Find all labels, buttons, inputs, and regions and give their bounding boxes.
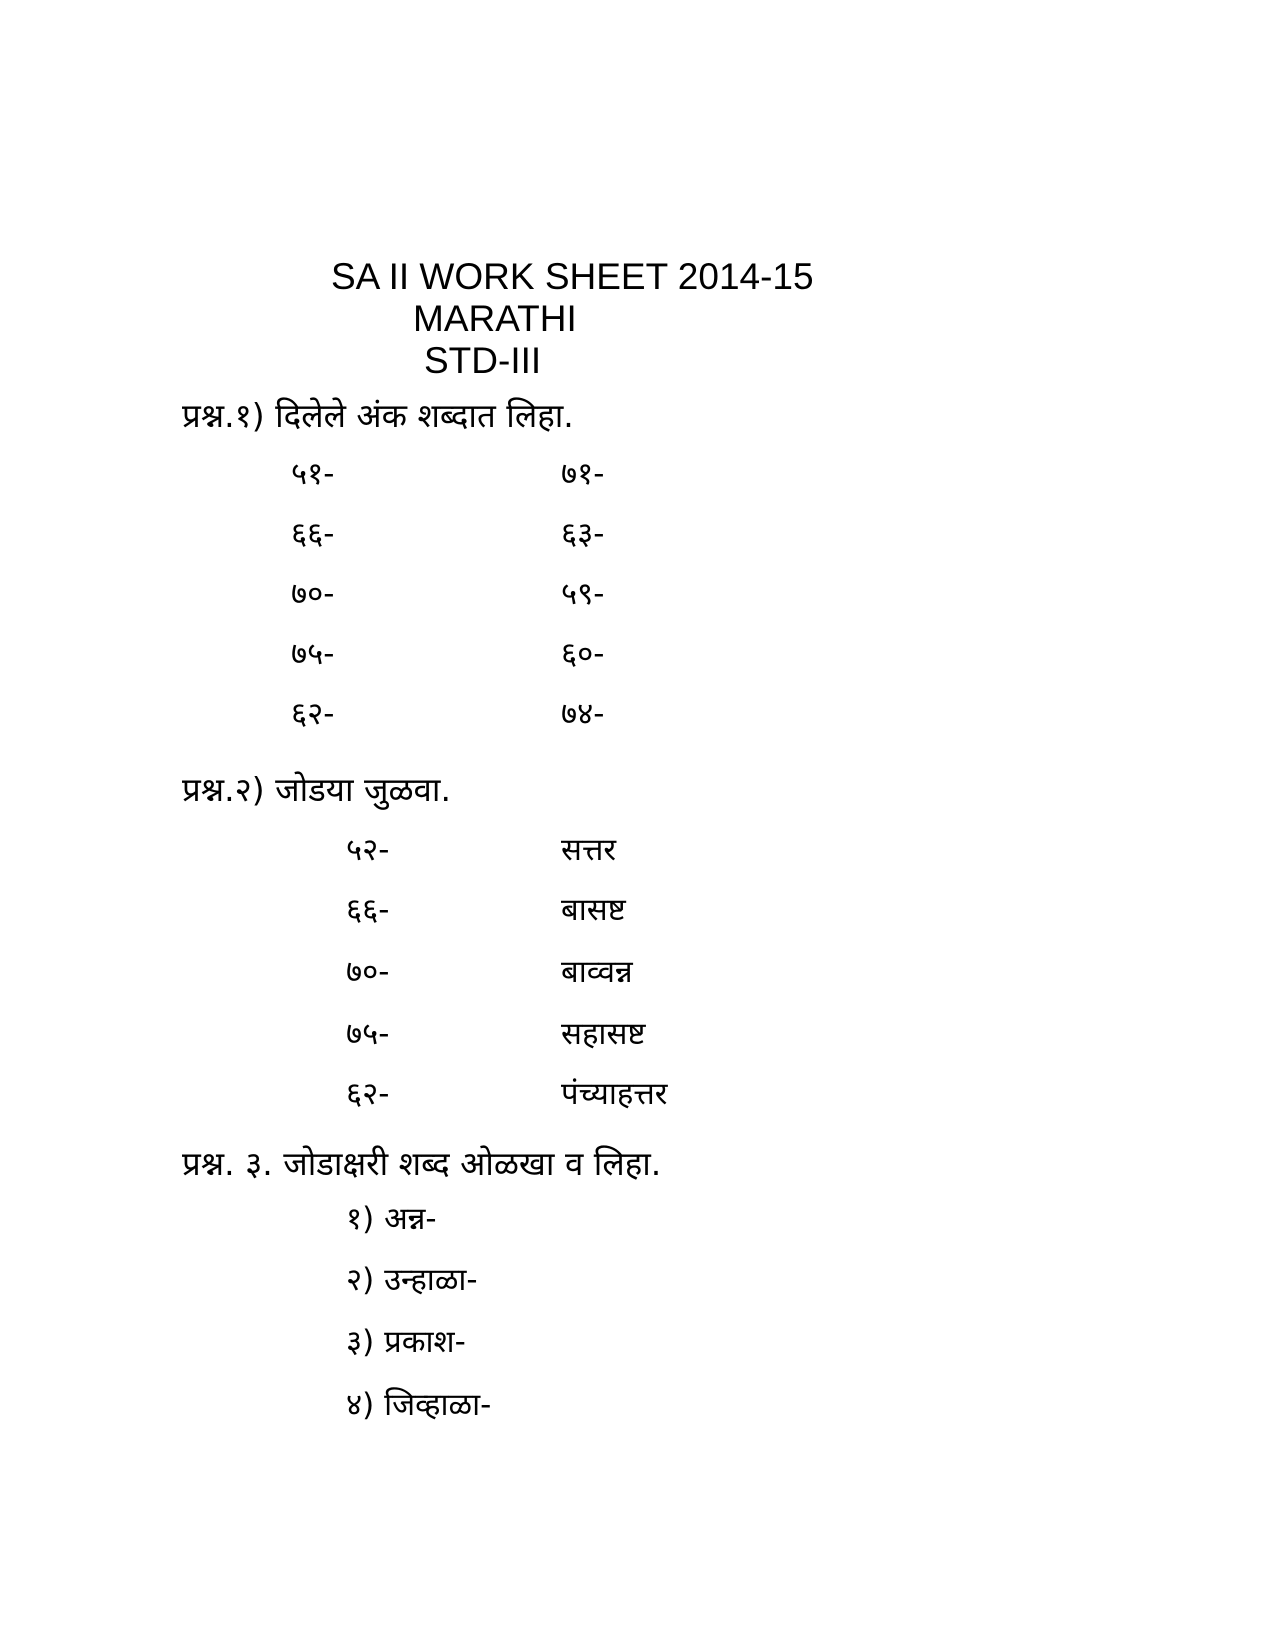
conjunct-word-item: २) उन्हाळा- [346, 1262, 478, 1298]
conjunct-word-item: ३) प्रकाश- [346, 1324, 466, 1360]
number-item: ७५- [291, 636, 335, 672]
match-number: ७०- [346, 954, 390, 990]
match-word: बाव्वन्न [561, 954, 633, 990]
question-3-heading: प्रश्न. ३. जोडाक्षरी शब्द ओळखा व लिहा. [182, 1144, 662, 1183]
match-word: सत्तर [561, 832, 617, 868]
match-word: बासष्ट [561, 892, 626, 928]
match-number: ६६- [346, 892, 390, 928]
conjunct-word-item: १) अन्न- [346, 1201, 437, 1237]
number-item: ६२- [291, 696, 335, 732]
number-item: ७०- [291, 576, 335, 612]
question-1-heading: प्रश्न.१) दिलेले अंक शब्दात लिहा. [182, 396, 574, 435]
conjunct-word-item: ४) जिव्हाळा- [346, 1387, 492, 1423]
number-item: ५१- [291, 456, 335, 492]
class-heading: STD-III [424, 340, 542, 381]
number-item: ६०- [561, 636, 605, 672]
number-item: ७१- [561, 456, 605, 492]
number-item: ६३- [561, 516, 605, 552]
worksheet-title: SA II WORK SHEET 2014-15 [331, 256, 814, 297]
number-item: ७४- [561, 696, 605, 732]
number-item: ५९- [561, 576, 605, 612]
match-number: ५२- [346, 832, 390, 868]
match-word: सहासष्ट [561, 1016, 646, 1052]
question-2-heading: प्रश्न.२) जोडया जुळवा. [182, 770, 451, 809]
number-item: ६६- [291, 516, 335, 552]
subject-heading: MARATHI [413, 298, 577, 339]
match-number: ६२- [346, 1076, 390, 1112]
match-number: ७५- [346, 1016, 390, 1052]
match-word: पंच्याहत्तर [561, 1076, 668, 1112]
